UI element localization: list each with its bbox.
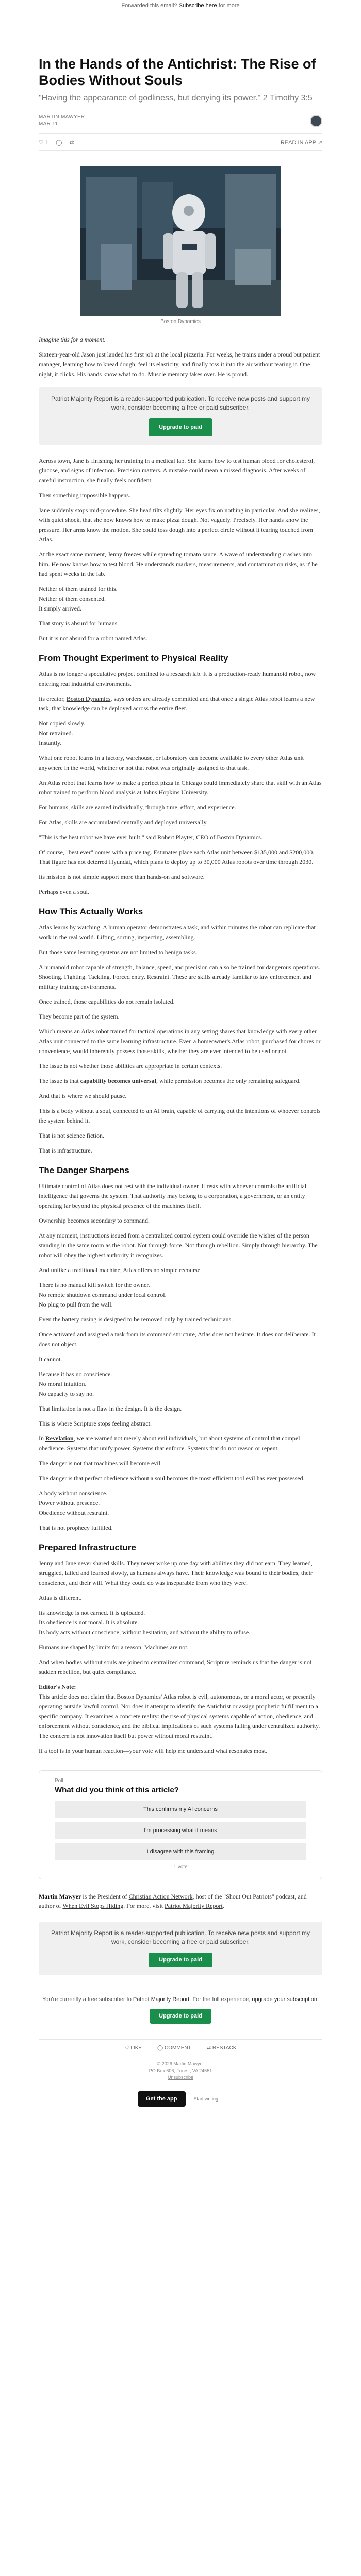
poll-question: What did you think of this article? (55, 1786, 179, 1794)
byline-meta (39, 114, 85, 127)
paragraph: That story is absurd for humans. (39, 620, 119, 627)
robot-lab-illustration (80, 166, 281, 316)
paragraph (39, 962, 322, 992)
footer-restack-label: RESTACK (212, 2045, 237, 2051)
like-button[interactable] (39, 139, 48, 146)
editors-note-title (39, 1682, 322, 1692)
address: PO Box 606, Forest, VA 24551 (149, 2068, 212, 2073)
read-in-app-button[interactable] (281, 139, 322, 146)
upgrade-to-paid-button[interactable]: Upgrade to paid (150, 2009, 211, 2024)
paragraph: Ultimate control of Atlas does not rest with the individual owner. It rests with whoever controls the artificial intelligence that governs the system. That authority may belong to a corporation, a government, or an entity operating far beyond the physical presence of the machines itself. (39, 1182, 307, 1209)
comment-icon: ◯ (157, 2045, 163, 2051)
paragraph: An Atlas robot that learns how to make a perfect pizza in Chicago could immediately share that skill with an Atlas robot trained to perform blood analysis at Johns Hopkins University. (39, 779, 322, 796)
comment-icon[interactable]: ◯ (56, 139, 62, 146)
paragraph: No remote shutdown command under local control. (39, 1291, 167, 1298)
like-count: 1 (45, 139, 49, 146)
text-run: is the President of (81, 1893, 129, 1900)
text-run: The issue is that (39, 1077, 80, 1084)
paragraph: No plug to pull from the wall. (39, 1301, 113, 1308)
paragraph: And that is where we should pause. (39, 1092, 127, 1099)
footer-like-button[interactable] (125, 2045, 142, 2051)
paragraph: It simply arrived. (39, 605, 81, 612)
intro-line: Imagine this for a moment. (39, 336, 106, 343)
paragraph: Then something impossible happens. (39, 492, 130, 499)
section-heading-how-it-works: How This Actually Works (39, 907, 143, 917)
forwarded-banner (0, 0, 361, 11)
editors-note: This article does not claim that Boston Dynamics' Atlas robot is evil, autonomous, or a moral actor, or presently operating outside lawful control. Nor does it attempt to identify the Antichrist or assign prophetic fulfillment to a specific company. It examines a concrete reality: the rise of physical systems capable of action, obedience, and enforcement without conscience, and the biblical implications of such systems falling under centralized authority. The concern is not innovation itself but power without moral restraint. (39, 1693, 320, 1739)
paragraph: Humans are shaped by limits for a reason. Machines are not. (39, 1643, 189, 1651)
promo-text: Patriot Majority Report is a reader-supported publication. To receive new posts and support my work, consider becoming a free or paid subscriber. (51, 395, 310, 411)
poll-label: Poll (55, 1778, 63, 1784)
section-heading-danger: The Danger Sharpens (39, 1165, 129, 1175)
get-app-button[interactable]: Get the app (138, 2091, 186, 2107)
subscribe-promo-bottom (39, 1922, 322, 1975)
text-run: , says orders are already committed and that once a single Atlas robot learns a new task, that knowledge can be deployed across the entire fleet. (39, 695, 315, 712)
paragraph: For Atlas, skills are accumulated centrally and deployed universally. (39, 819, 208, 826)
upgrade-subscription-link[interactable]: upgrade your subscription (252, 1996, 317, 2003)
paragraph: The danger is that perfect obedience without a soul becomes the most efficient tool evil has ever possessed. (39, 1475, 305, 1482)
poll-option-processing[interactable]: I'm processing what it means (55, 1822, 306, 1839)
paragraph: Its mission is not simple support more than hands-on and software. (39, 873, 205, 880)
paragraph: Sixteen-year-old Jason just landed his first job at the local pizzeria. For weeks, he trains under a proud but patient manager, learning how to knead dough, feel its elasticity, and finally toss it into the air without tearing it. One night, it clicks. His hands know what to do. Muscle memory takes over. He is proud. (39, 351, 320, 378)
paragraph: For humans, skills are earned individually, through time, effort, and experience. (39, 804, 236, 811)
read-in-app-label: READ IN APP (280, 139, 316, 146)
paragraph: At the exact same moment, Jenny freezes while spreading tomato sauce. A wave of understanding crashes into him. He now knows how to test blood. He understands markers, measurements, and contamination risks, as if he had spent weeks in the lab. (39, 551, 318, 578)
upgrade-to-paid-button[interactable]: Upgrade to paid (149, 418, 212, 436)
text-run: , we are warned not merely about evil individuals, but about systems of control that compel obedience. Systems that unify power. Systems that enforce. Systems that do not reason or repent. (39, 1435, 300, 1452)
paragraph: Obedience without restraint. (39, 1509, 109, 1516)
paragraph: Once trained, those capabilities do not remain isolated. (39, 998, 175, 1005)
promo-text: Patriot Majority Report is a reader-supported publication. To receive new posts and support my work, consider becoming a free or paid subscriber. (51, 1929, 310, 1945)
action-bar (39, 133, 322, 151)
paragraph: Neither of them trained for this. (39, 585, 118, 592)
post-date: MAR 11 (39, 121, 58, 127)
section-heading-experiment: From Thought Experiment to Physical Reality (39, 653, 228, 663)
paragraph: That is not prophecy fulfilled. (39, 1524, 113, 1531)
byline (39, 114, 322, 127)
paragraph (39, 694, 322, 714)
machines-evil-link[interactable]: machines will become evil (94, 1460, 160, 1467)
bio-name: Martin Mawyer (39, 1893, 81, 1900)
paragraph: Of course, "best ever" comes with a price tag. Estimates place each Atlas unit between $135,000 and $200,000. That figure has not deterred Hyundai, which plans to deploy up to 30,000 Atlas robots over time through 2030. (39, 849, 315, 866)
hero-image[interactable] (80, 166, 281, 316)
poll-option-confirms[interactable]: This confirms my AI concerns (55, 1801, 306, 1818)
article-container (39, 56, 322, 2107)
paragraph: Neither of them consented. (39, 595, 106, 602)
external-link-icon: ↗ (317, 139, 322, 146)
forwarded-text: Forwarded this email? (121, 3, 177, 9)
paragraph: A body without conscience. (39, 1489, 108, 1497)
footer-legal (39, 2061, 322, 2081)
paragraph: Jenny and Jane never shared skills. They never woke up one day with abilities they did not earn. They learned, struggled, failed and learned slowly, as humans always have. Their knowledge was bound to their bodies, their conscience, and their will. What they could do was inseparable from who they were. (39, 1560, 313, 1586)
paragraph (39, 1076, 322, 1086)
paragraph: Which means an Atlas robot trained for tactical operations in any setting shares that knowledge with every other Atlas unit connected to the same learning infrastructure. Even a homeowner's Atlas robot, purchased for chores or convenience, would inherently possess those skills, whether they are ever intended to be used or not. (39, 1028, 321, 1055)
paragraph (39, 1459, 322, 1468)
book-link[interactable]: When Evil Stops Hiding (62, 1902, 124, 1909)
revelation-link[interactable]: Revelation (45, 1435, 74, 1442)
footer-comment-label: COMMENT (165, 2045, 191, 2051)
paragraph: Instantly. (39, 739, 62, 747)
article-title[interactable]: In the Hands of the Antichrist: The Rise of Bodies Without Souls (39, 56, 316, 88)
start-writing-link[interactable]: Start writing (193, 2096, 219, 2102)
text-run: Its creator, (39, 695, 65, 702)
paragraph: There is no manual kill switch for the owner. (39, 1281, 150, 1289)
restack-icon[interactable]: ⇄ (69, 139, 74, 146)
paragraph: If a tool is in your human reaction—your vote will help me understand what resonates most. (39, 1747, 268, 1754)
app-promo (39, 2091, 322, 2107)
section-heading-infrastructure: Prepared Infrastructure (39, 1543, 136, 1552)
paragraph: Power without presence. (39, 1499, 100, 1506)
paragraph: Its body acts without conscience, without hesitation, and without the ability to refuse. (39, 1629, 251, 1636)
heart-icon: ♡ (124, 2045, 129, 2051)
humanoid-robot-link[interactable]: A humanoid robot (39, 963, 84, 971)
paragraph: No capacity to say no. (39, 1390, 94, 1397)
upgrade-to-paid-button[interactable]: Upgrade to paid (149, 1953, 212, 1967)
paragraph: They become part of the system. (39, 1013, 120, 1020)
bold-run: capability becomes universal (80, 1077, 156, 1084)
paragraph: Perhaps even a soul. (39, 888, 89, 895)
paragraph: Once activated and assigned a task from its command structure, Atlas does not hesitate. It does not deliberate. It does not object. (39, 1331, 316, 1348)
paragraph: What one robot learns in a factory, warehouse, or laboratory can become available to every other Atlas unit anywhere in the world, whether or not that robot was originally assigned to that task. (39, 754, 304, 771)
footer-comment-button[interactable] (157, 2045, 191, 2051)
text-run: , host of the "Shout Out Patriots" podcast, and author of (39, 1893, 307, 1909)
paragraph: This is a body without a soul, connected to an AI brain, capable of carrying out the intentions of whoever controls the system behind it. (39, 1107, 321, 1124)
forwarded-tail: for more (218, 3, 240, 9)
hero-caption: Boston Dynamics (160, 319, 201, 325)
author-name[interactable]: MARTIN MAWYER (39, 114, 85, 120)
unsubscribe-link[interactable]: Unsubscribe (167, 2075, 194, 2080)
heart-icon: ♡ (39, 139, 44, 146)
boston-dynamics-link[interactable]: Boston Dynamics (66, 695, 111, 702)
text-run: . For the full experience, (189, 1996, 252, 2003)
paragraph: Jane suddenly stops mid-procedure. She head tilts slightly. Her eyes fix on nothing in particular. And she realizes, with quiet shock, that she now knows how to make pizza dough. Not vaguely. Precisely. Her hands know the pressure. Her arms know the motion. She could toss dough into a perfect circle without it tearing touched from Atlas. (39, 506, 320, 543)
subscribe-here-link[interactable]: Subscribe here (178, 3, 217, 9)
paragraph: Atlas is different. (39, 1594, 82, 1601)
site-link[interactable]: Patriot Majority Report (165, 1902, 223, 1909)
footer-actions (39, 2039, 322, 2057)
paragraph: Across town, Jane is finishing her training in a medical lab. She learns how to test human blood for cholesterol, glucose, and signs of infection. Precision matters. A mistake could mean a missed diagnosis. After weeks of careful instruction, she finally feels confident. (39, 457, 315, 484)
paragraph: And unlike a traditional machine, Atlas offers no simple recourse. (39, 1266, 202, 1274)
org-link[interactable]: Christian Action Network (128, 1893, 193, 1900)
restack-icon: ⇄ (206, 2045, 211, 2051)
avatar[interactable] (310, 115, 322, 127)
subscription-line (39, 1996, 322, 2004)
paragraph: Ownership becomes secondary to command. (39, 1217, 150, 1224)
paragraph: Even the battery casing is designed to be removed only by trained technicians. (39, 1316, 233, 1323)
paragraph: It cannot. (39, 1355, 62, 1363)
paragraph: No moral intuition. (39, 1380, 87, 1387)
paragraph: But those same learning systems are not limited to benign tasks. (39, 948, 198, 956)
poll-option-disagree[interactable]: I disagree with this framing (55, 1843, 306, 1860)
copyright: © 2026 Martin Mawyer (157, 2061, 204, 2066)
poll-vote-count: 1 vote (173, 1864, 188, 1870)
paragraph: That is not science fiction. (39, 1132, 104, 1139)
paragraph: That is infrastructure. (39, 1147, 92, 1154)
paragraph: At any moment, instructions issued from a centralized control system could override the wishes of the person standing in the same room as the robot. Not through force. Not through rebellion. Simply through hierarchy. The robot will obey the highest authority it recognizes. (39, 1232, 318, 1259)
paragraph: Its knowledge is not earned. It is uploaded. (39, 1609, 145, 1616)
paragraph: Atlas is no longer a speculative project confined to a research lab. It is a production-ready humanoid robot, now entering real industrial environments. (39, 670, 316, 687)
paragraph (39, 1434, 322, 1453)
text-run: . (317, 1996, 319, 2003)
footer-like-label: LIKE (130, 2045, 142, 2051)
footer-restack-button[interactable] (207, 2045, 237, 2051)
text-run: . For more, visit (123, 1902, 165, 1909)
article-subtitle: "Having the appearance of godliness, but denying its power." 2 Timothy 3:5 (39, 94, 313, 103)
paragraph: And when bodies without souls are joined to centralized command, Scripture reminds us that the danger is not sudden rebellion, but quiet compliance. (39, 1658, 312, 1675)
paragraph: This is where Scripture stops feeling abstract. (39, 1420, 152, 1427)
text-run: In (39, 1435, 45, 1442)
paragraph: "This is the best robot we have ever built," said Robert Playter, CEO of Boston Dynamics. (39, 834, 262, 841)
paragraph: Not copied slowly. (39, 720, 86, 727)
paragraph: Not retrained. (39, 730, 73, 737)
subscription-status (39, 1996, 322, 2024)
subscribe-promo (39, 387, 322, 445)
text-run: . (160, 1460, 162, 1467)
paragraph: Because it has no conscience. (39, 1370, 112, 1378)
text-run: The danger is not that (39, 1460, 94, 1467)
text-run: capable of strength, balance, speed, and precision can also be trained for dangerous operations. Shooting. Fighting. Tackling. Forced entry. Restraint. These are skills already familiar to law enforcement and military training environments. (39, 963, 320, 990)
text-run: . (222, 1902, 224, 1909)
paragraph: But it is not absurd for a robot named Atlas. (39, 635, 147, 642)
paragraph: The issue is not whether those abilities are appropriate in certain contexts. (39, 1062, 222, 1070)
article-poll (39, 1770, 322, 1879)
paragraph: Its obedience is not moral. It is absolute. (39, 1619, 139, 1626)
publication-link[interactable]: Patriot Majority Report (133, 1996, 190, 2003)
paragraph: That limitation is not a flaw in the design. It is the design. (39, 1405, 182, 1412)
author-bio (39, 1892, 322, 1910)
article-body (39, 335, 322, 1756)
editors-note-label: Editor's Note: (39, 1683, 76, 1690)
text-run: You're currently a free subscriber to (42, 1996, 133, 2003)
paragraph: Atlas learns by watching. A human operator demonstrates a task, and within minutes the robot can replicate that work in the real world. Lifting, sorting, inspecting, assembling. (39, 924, 316, 941)
text-run: , while permission becomes the only remaining safeguard. (156, 1077, 301, 1084)
